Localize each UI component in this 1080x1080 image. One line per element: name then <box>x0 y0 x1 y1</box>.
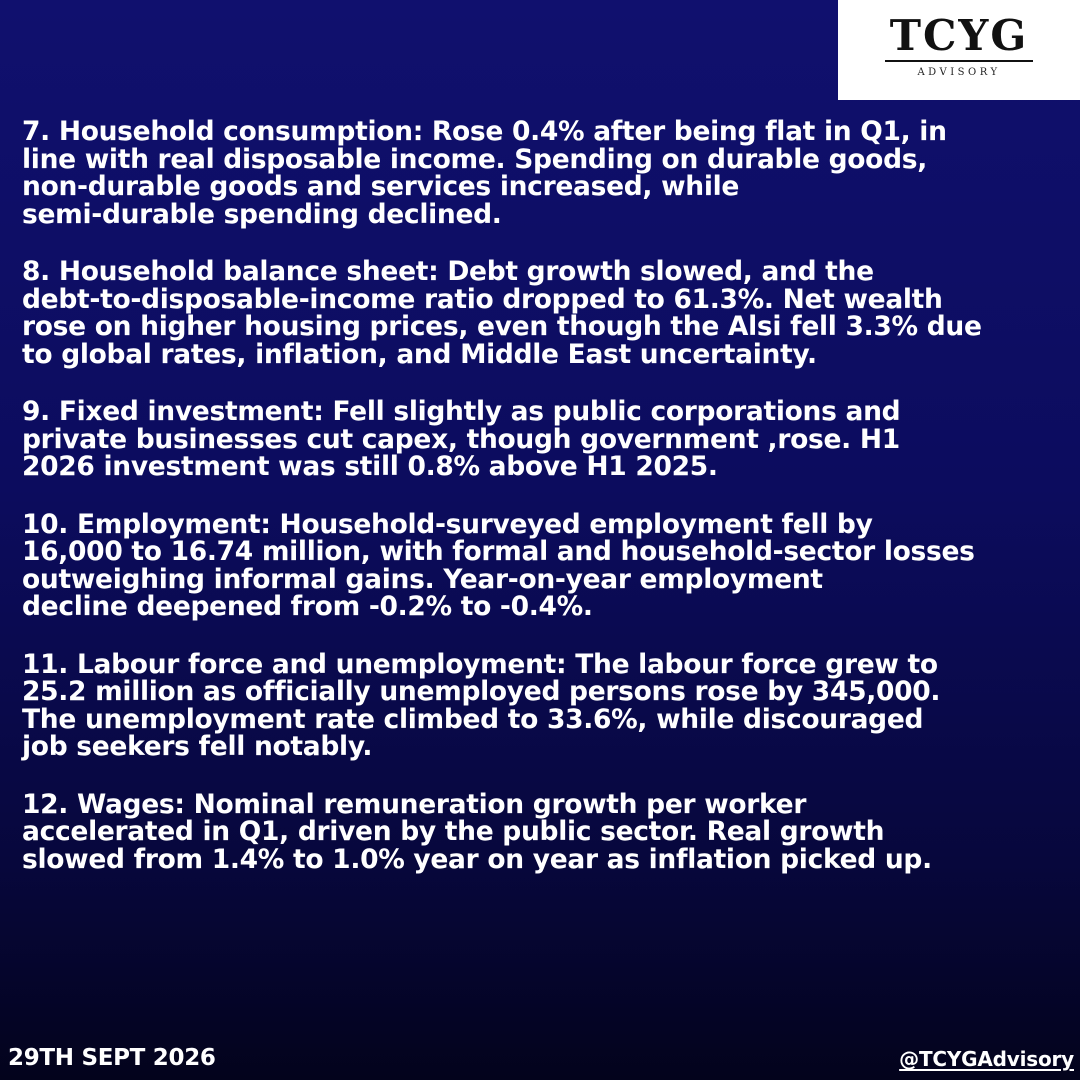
point-household-balance-sheet: 8. Household balance sheet: Debt growth slowed, and the debt-to-disposable-income ratio dropped to 61.3%. Net wealth rose on higher housing prices, even though the Alsi fell 3.3% due to global rates, inflation, and Middle East uncertainty. <box>22 256 982 370</box>
point-employment: 10. Employment: Household-surveyed employment fell by 16,000 to 16.74 million, with formal and household-sector losses outweighing informal gains. Year-on-year employment decline deepened from -0.2% to -0.4%. <box>22 508 975 622</box>
points-list <box>22 118 1070 903</box>
logo-subtitle: ADVISORY <box>917 67 1001 78</box>
point-wages: 12. Wages: Nominal remuneration growth per worker accelerated in Q1, driven by the public sector. Real growth slowed from 1.4% to 1.0% year on year as inflation picked up. <box>22 788 932 875</box>
brand-logo <box>838 0 1080 100</box>
logo-divider <box>885 60 1033 62</box>
logo-wordmark: TCYG <box>889 11 1029 60</box>
point-household-consumption: 7. Household consumption: Rose 0.4% after being flat in Q1, in line with real disposable income. Spending on durable goods, non-durable goods and services increased, while semi-durable spending declined. <box>22 116 947 230</box>
point-fixed-investment: 9. Fixed investment: Fell slightly as public corporations and private businesses cut capex, though government ,rose. H1 2026 investment was still 0.8% above H1 2025. <box>22 396 901 482</box>
social-handle-link[interactable]: @TCYGAdvisory <box>899 1047 1074 1071</box>
publish-date: 29TH SEPT 2026 <box>8 1045 216 1071</box>
point-labour-force: 11. Labour force and unemployment: The labour force grew to 25.2 million as officially unemployed persons rose by 345,000. The unemployment rate climbed to 33.6%, while discouraged job seekers fell notably. <box>22 648 941 762</box>
